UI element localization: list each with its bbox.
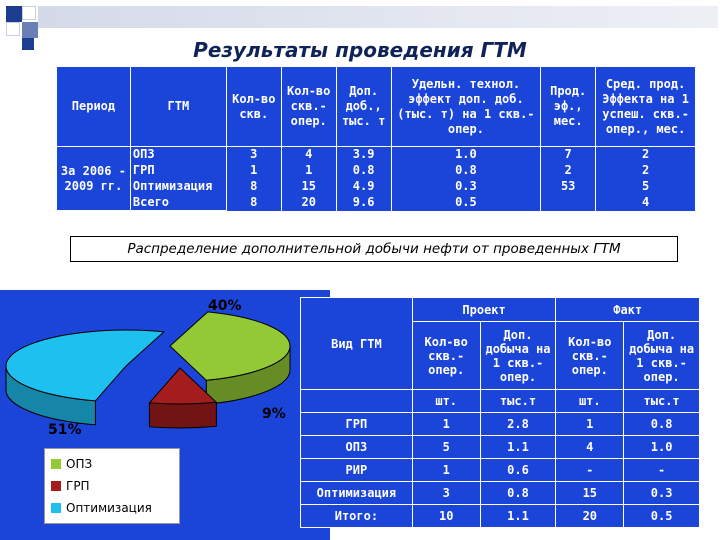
- col-header-period: Период: [57, 67, 131, 147]
- page-title: Результаты проведения ГТМ: [193, 38, 527, 62]
- legend-item: [51, 475, 173, 497]
- col-header-duration: Прод. эф., мес.: [541, 67, 596, 147]
- col-header-wells-oper: Кол-во скв.-опер.: [281, 67, 336, 147]
- project-fact-table: [300, 297, 700, 528]
- avg-duration-cell: 4: [596, 195, 696, 211]
- gtm-name-cell: Итого:: [301, 505, 413, 528]
- value-cell: 1: [412, 413, 480, 436]
- value-cell: 15: [556, 482, 624, 505]
- value-cell: 0.3: [624, 482, 700, 505]
- gtm-cell: ГРП: [130, 163, 226, 179]
- gtm-name-cell: ОПЗ: [301, 436, 413, 459]
- chart-legend: [44, 448, 180, 524]
- add-prod-cell: 0.8: [336, 163, 391, 179]
- legend-item: [51, 497, 173, 519]
- table-row: [301, 413, 700, 436]
- value-cell: 1.1: [480, 505, 556, 528]
- value-cell: -: [556, 459, 624, 482]
- gtm-name-cell: РИР: [301, 459, 413, 482]
- value-cell: 1: [556, 413, 624, 436]
- legend-label: Оптимизация: [66, 501, 152, 515]
- col-header-wells-oper: Кол-во скв.-опер.: [556, 322, 624, 390]
- unit-cell: тыс.т: [624, 390, 700, 413]
- add-prod-cell: 4.9: [336, 179, 391, 195]
- table-row: [301, 505, 700, 528]
- specific-effect-cell: 0.8: [391, 163, 541, 179]
- specific-effect-cell: 0.3: [391, 179, 541, 195]
- value-cell: -: [624, 459, 700, 482]
- col-header-wells: Кол-во скв.: [226, 67, 281, 147]
- add-prod-cell: 9.6: [336, 195, 391, 211]
- legend-swatch: [51, 481, 61, 491]
- table-row: [57, 179, 696, 195]
- value-cell: 5: [412, 436, 480, 459]
- gtm-results-table: [56, 66, 696, 211]
- gtm-name-cell: ГРП: [301, 413, 413, 436]
- value-cell: 1.1: [480, 436, 556, 459]
- col-header-add-prod: Доп. доб., тыс. т: [336, 67, 391, 147]
- pie-label: 9%: [262, 406, 286, 422]
- col-header-gtm: ГТМ: [130, 67, 226, 147]
- value-cell: 20: [556, 505, 624, 528]
- legend-item: [51, 453, 173, 475]
- unit-cell: шт.: [412, 390, 480, 413]
- duration-cell: 7: [541, 147, 596, 163]
- decor-square: [6, 22, 20, 36]
- decor-square: [6, 6, 22, 22]
- gtm-cell: Всего: [130, 195, 226, 211]
- table-row: [57, 147, 696, 163]
- avg-duration-cell: 2: [596, 163, 696, 179]
- legend-swatch: [51, 503, 61, 513]
- pie-slice-side: [149, 402, 216, 428]
- table-row: [301, 436, 700, 459]
- duration-cell: 53: [541, 179, 596, 195]
- group-header-fact: Факт: [556, 298, 700, 322]
- decor-square: [22, 22, 38, 38]
- col-header-wells-oper: Кол-во скв.-опер.: [412, 322, 480, 390]
- col-header-avg-duration: Сред. прод. Эффекта на 1 успеш. скв.-опер., мес.: [596, 67, 696, 147]
- avg-duration-cell: 5: [596, 179, 696, 195]
- wells-cell: 8: [226, 179, 281, 195]
- value-cell: 1.0: [624, 436, 700, 459]
- value-cell: 0.8: [480, 482, 556, 505]
- section-subtitle: Распределение дополнительной добычи нефти от проведенных ГТМ: [70, 236, 678, 262]
- decor-square: [22, 6, 36, 20]
- pie-label: 51%: [48, 422, 82, 438]
- period-cell: За 2006 - 2009 гг.: [57, 147, 131, 211]
- col-header-gtm-type: Вид ГТМ: [301, 298, 413, 390]
- wells-oper-cell: 1: [281, 163, 336, 179]
- value-cell: 0.6: [480, 459, 556, 482]
- unit-cell: тыс.т: [480, 390, 556, 413]
- header-band: [38, 6, 718, 28]
- table-row: [301, 459, 700, 482]
- value-cell: 4: [556, 436, 624, 459]
- table-row: [57, 163, 696, 179]
- table-row: [301, 482, 700, 505]
- group-header-project: Проект: [412, 298, 556, 322]
- unit-cell: шт.: [556, 390, 624, 413]
- value-cell: 10: [412, 505, 480, 528]
- duration-cell: 2: [541, 163, 596, 179]
- legend-swatch: [51, 459, 61, 469]
- col-header-add-prod: Доп. добыча на 1 скв.-опер.: [624, 322, 700, 390]
- wells-oper-cell: 4: [281, 147, 336, 163]
- pie-label: 40%: [208, 298, 242, 314]
- wells-cell: 8: [226, 195, 281, 211]
- specific-effect-cell: 1.0: [391, 147, 541, 163]
- specific-effect-cell: 0.5: [391, 195, 541, 211]
- value-cell: 0.5: [624, 505, 700, 528]
- wells-oper-cell: 15: [281, 179, 336, 195]
- table-row: [57, 195, 696, 211]
- unit-spacer: [301, 390, 413, 413]
- add-prod-cell: 3.9: [336, 147, 391, 163]
- avg-duration-cell: 2: [596, 147, 696, 163]
- value-cell: 0.8: [624, 413, 700, 436]
- legend-label: ГРП: [66, 479, 90, 493]
- wells-oper-cell: 20: [281, 195, 336, 211]
- value-cell: 1: [412, 459, 480, 482]
- wells-cell: 3: [226, 147, 281, 163]
- duration-cell: [541, 195, 596, 211]
- gtm-name-cell: Оптимизация: [301, 482, 413, 505]
- legend-label: ОПЗ: [66, 457, 93, 471]
- value-cell: 2.8: [480, 413, 556, 436]
- gtm-cell: Оптимизация: [130, 179, 226, 195]
- wells-cell: 1: [226, 163, 281, 179]
- col-header-specific-effect: Удельн. технол. эффект доп. доб. (тыс. т) на 1 скв.-опер.: [391, 67, 541, 147]
- col-header-add-prod: Доп. добыча на 1 скв.-опер.: [480, 322, 556, 390]
- value-cell: 3: [412, 482, 480, 505]
- gtm-cell: ОПЗ: [130, 147, 226, 163]
